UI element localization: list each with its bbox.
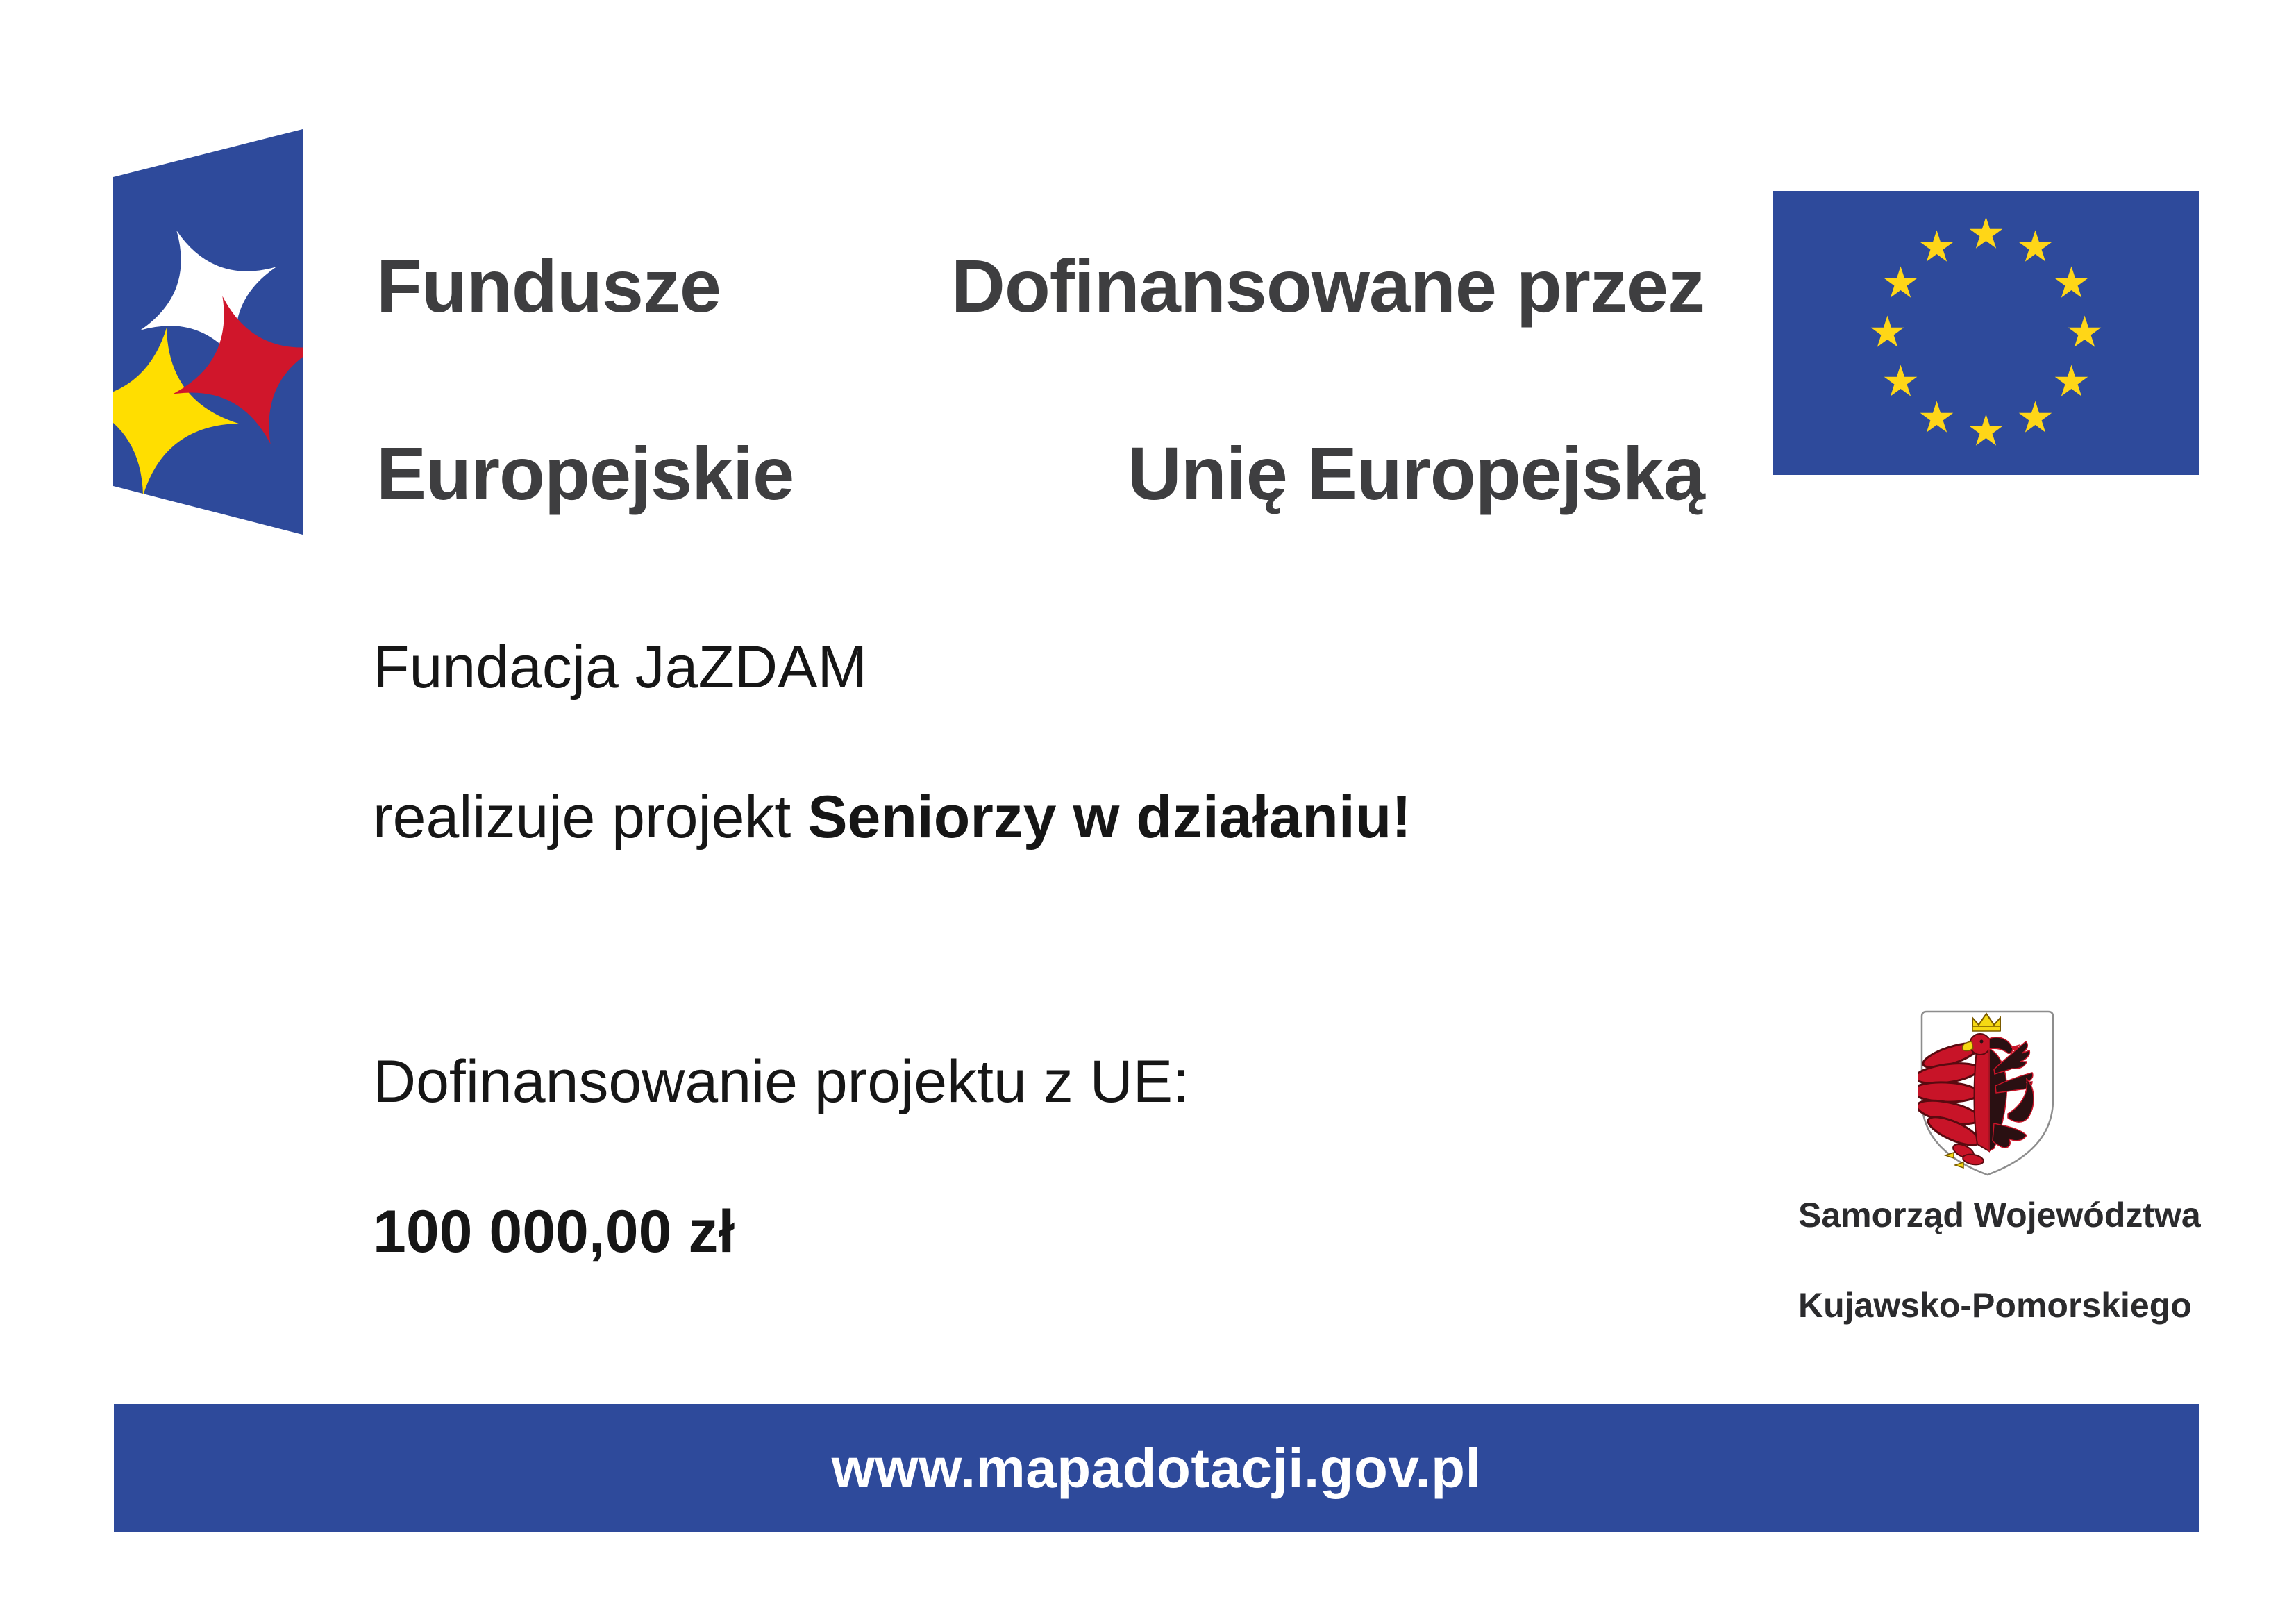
funding-statement-line1: Dofinansowane przez xyxy=(950,244,1704,328)
project-name: Seniorzy w działaniu! xyxy=(807,784,1411,851)
project-line-prefix: realizuje projekt xyxy=(373,784,808,851)
fe-flag-icon xyxy=(113,128,303,535)
project-statement xyxy=(373,630,1411,855)
funding-statement xyxy=(951,239,1704,520)
funding-amount-statement xyxy=(373,1044,1189,1269)
funding-label: Dofinansowanie projektu z UE: xyxy=(373,1048,1189,1115)
region-name-line2: Kujawsko-Pomorskiego xyxy=(1798,1286,2192,1325)
funding-amount: 100 000,00 zł xyxy=(373,1198,735,1265)
beneficiary-name: Fundacja JaZDAM xyxy=(373,634,868,701)
funding-statement-line2: Unię Europejską xyxy=(1127,431,1704,515)
region-name-line1: Samorząd Województwa xyxy=(1798,1196,2201,1234)
programme-logo-wordmark xyxy=(376,239,794,520)
website-link[interactable]: www.mapadotacji.gov.pl xyxy=(831,1437,1482,1499)
region-name xyxy=(1798,1193,2201,1328)
programme-logo-line1: Fundusze xyxy=(376,244,721,328)
eu-flag-icon xyxy=(1773,191,2199,475)
footer-bar xyxy=(114,1404,2199,1532)
programme-logo-line2: Europejskie xyxy=(376,431,794,515)
region-coat-of-arms-icon xyxy=(1918,1008,2057,1178)
